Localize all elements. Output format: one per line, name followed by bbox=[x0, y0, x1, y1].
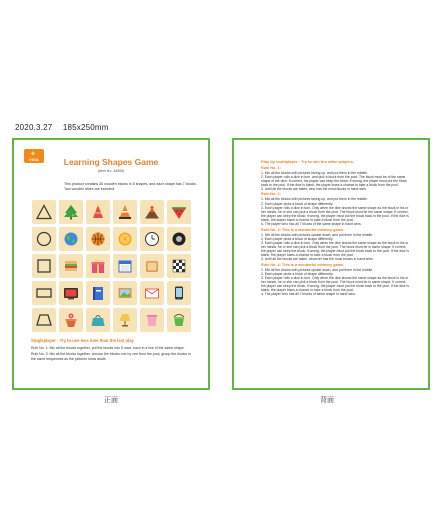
smartphone-icon bbox=[171, 285, 187, 301]
shape-tile bbox=[113, 227, 137, 251]
blue-book-icon bbox=[90, 285, 106, 301]
size-label: 185x250mm bbox=[62, 123, 109, 132]
rule-line: 2. Each player rolls a dice in turn, and pick a block from the pool. The block must be of the same shape of the dice. If correct, the player can keep the block; if wrong, the player must put the block back to the pool. If the dice is blank, the player loses a chance to take a block from the pool. bbox=[261, 174, 407, 187]
letter-envelope-icon bbox=[144, 285, 160, 301]
rule-line: 4. The player who has all 7 blocks of same shape in hand wins. bbox=[261, 292, 356, 297]
shape-tile bbox=[59, 308, 83, 332]
singleplayer-section bbox=[31, 338, 196, 363]
shape-tile bbox=[167, 200, 191, 224]
rule-line: 3. Each player rolls a dice in turn. Only when the dice shows the same shape as the block in his or her hands, he or she can pick a block from the pool. The block must be the same shape. If correct, the player can keep the block; if wrong, the player must put the block back in the pool. If the dice is blank, the player loses a chance to take a block from the pool. bbox=[261, 205, 409, 222]
shape-tile-grid bbox=[32, 200, 194, 332]
shape-tile bbox=[59, 281, 83, 305]
rule-line: 1. Mix all the blocks with pictures upside down, and put them in the middle. bbox=[261, 267, 374, 272]
shape-tile bbox=[113, 254, 137, 278]
spec-line bbox=[15, 123, 117, 132]
rule-title: Rule No. 3: This is a wonderful memory game. bbox=[261, 227, 345, 232]
tv-icon bbox=[63, 285, 79, 301]
multiplayer-heading: Play by multiplayer · Try to win the other players. bbox=[261, 159, 355, 164]
shape-tile bbox=[140, 254, 164, 278]
shape-tile bbox=[32, 254, 56, 278]
shape-tile bbox=[167, 227, 191, 251]
rule-line: 3. Each player rolls a dice in turn. Only when the dice shows the same shape as the block in his or her hands, he or she can pick a block from the pool. The block must be in same shape. If correct, the player can keep the block; if wrong, the player must put the block back to the pool. If the dice is blank, the player loses a chance to take a block from the pool. bbox=[261, 275, 409, 293]
christmas-tree-icon bbox=[63, 204, 79, 220]
singleplayer-heading: Singleplayer · Try to use less time than the last play bbox=[31, 338, 134, 343]
triangle-outline-icon bbox=[36, 204, 52, 220]
party-hat-icon bbox=[90, 204, 106, 220]
shape-tile bbox=[140, 200, 164, 224]
watermelon-slice-icon bbox=[171, 204, 187, 220]
rule-line: 3. Until all the blocks are taken, who has the most blocks in hand wins. bbox=[261, 186, 367, 191]
rectangle-outline-icon bbox=[36, 285, 52, 301]
square-outline-icon bbox=[36, 258, 52, 274]
shape-tile bbox=[140, 281, 164, 305]
tire-icon bbox=[171, 231, 187, 247]
rule-line: 2. Each player picks a block of shape differently. bbox=[261, 271, 334, 276]
shape-tile bbox=[167, 254, 191, 278]
single-rule-1: Rule No. 1: Mix all the blocks together, put the blocks into 5 rows, each in a line of the same shape. bbox=[31, 346, 185, 350]
handbag-icon bbox=[90, 312, 106, 328]
game-title: Learning Shapes Game bbox=[63, 157, 159, 167]
shape-tile bbox=[86, 227, 110, 251]
rule-line: 3. Each player rolls a dice in turn. Only when the dice shows the same shape as the block in his or her hands, he or she can pick a block from the pool. The block must be in same shape. If correct, the player can keep the block; if wrong, the player must put the block back to the pool. If the dice is blank, the player loses a chance to take a block from the pool. bbox=[261, 240, 409, 258]
rule-title: Rule No. 1: bbox=[261, 165, 281, 170]
lampshade-icon bbox=[117, 312, 133, 328]
shape-tile bbox=[140, 227, 164, 251]
gift-box-icon bbox=[90, 258, 106, 274]
photo-frame-icon bbox=[117, 285, 133, 301]
volcano-icon bbox=[144, 204, 160, 220]
rule-line: 2. Each player picks a block of shape differently. bbox=[261, 236, 334, 241]
back-caption: 背面 bbox=[320, 396, 334, 404]
rule-line: 4. The player who has all 7 blocks of the same shape in hand wins. bbox=[261, 222, 362, 227]
rule-line: 1. Mix all the blocks with pictures facing up, and put them in the middle. bbox=[261, 170, 368, 175]
shape-tile bbox=[113, 308, 137, 332]
back-sheet bbox=[232, 138, 430, 390]
shape-tile bbox=[167, 308, 191, 332]
globe-icon bbox=[63, 231, 79, 247]
cup-icon bbox=[144, 312, 160, 328]
flowerpot-icon bbox=[63, 312, 79, 328]
logo-text: VIGA bbox=[29, 157, 39, 162]
shape-tile bbox=[167, 281, 191, 305]
circle-outline-icon bbox=[36, 231, 52, 247]
single-rule-2: Rule No. 2: Mix all the blocks together, choose the blocks one by one from the pool, group the blocks in the same sequences as the pictures show aside. bbox=[31, 352, 191, 361]
shape-tile bbox=[113, 200, 137, 224]
rule-line: 1. Mix all the blocks with pictures upside down, and put them in the middle. bbox=[261, 232, 374, 237]
shape-tile bbox=[86, 254, 110, 278]
front-sheet bbox=[12, 138, 210, 390]
shape-tile bbox=[86, 281, 110, 305]
rule-title: Rule No. 2: bbox=[261, 192, 281, 197]
shape-tile bbox=[32, 227, 56, 251]
shape-tile bbox=[59, 200, 83, 224]
rule-title: Rule No. 4: This is a wonderful memory game. bbox=[261, 262, 345, 267]
shape-tile bbox=[32, 308, 56, 332]
multiplayer-rules bbox=[261, 159, 411, 296]
bucket-icon bbox=[171, 312, 187, 328]
chessboard-icon bbox=[171, 258, 187, 274]
shape-tile bbox=[59, 254, 83, 278]
item-number: (Item No. 44506) bbox=[97, 169, 125, 173]
shape-tile bbox=[140, 308, 164, 332]
rule-line: 2. Each player picks a block of shape differently. bbox=[261, 201, 334, 206]
shape-tile bbox=[86, 200, 110, 224]
toast-icon bbox=[144, 258, 160, 274]
trapezoid-outline-icon bbox=[36, 312, 52, 328]
shape-tile bbox=[59, 227, 83, 251]
shape-tile bbox=[113, 281, 137, 305]
intro-text: This product contains 30 wooden blocks in 5 shapes, and each shape has 7 blocks. Two wooden dices are included. bbox=[64, 182, 197, 191]
rule-line: 1. Mix all the blocks with pictures facing up, and put them in the middle. bbox=[261, 197, 368, 202]
logo-mark-icon: ✦ bbox=[30, 151, 36, 158]
calendar-icon bbox=[117, 258, 133, 274]
shape-tile bbox=[32, 200, 56, 224]
clock-icon bbox=[144, 231, 160, 247]
shape-tile bbox=[86, 308, 110, 332]
rule-line: 3. Until all the blocks are taken, whoever has the most blocks in hand wins. bbox=[261, 257, 374, 262]
basketball-icon bbox=[90, 231, 106, 247]
date-label: 2020.3.27 bbox=[15, 123, 53, 132]
front-caption: 正面 bbox=[104, 396, 118, 404]
orange-slice-icon bbox=[117, 231, 133, 247]
sandwich-icon bbox=[63, 258, 79, 274]
cone-icon bbox=[117, 204, 133, 220]
shape-tile bbox=[32, 281, 56, 305]
